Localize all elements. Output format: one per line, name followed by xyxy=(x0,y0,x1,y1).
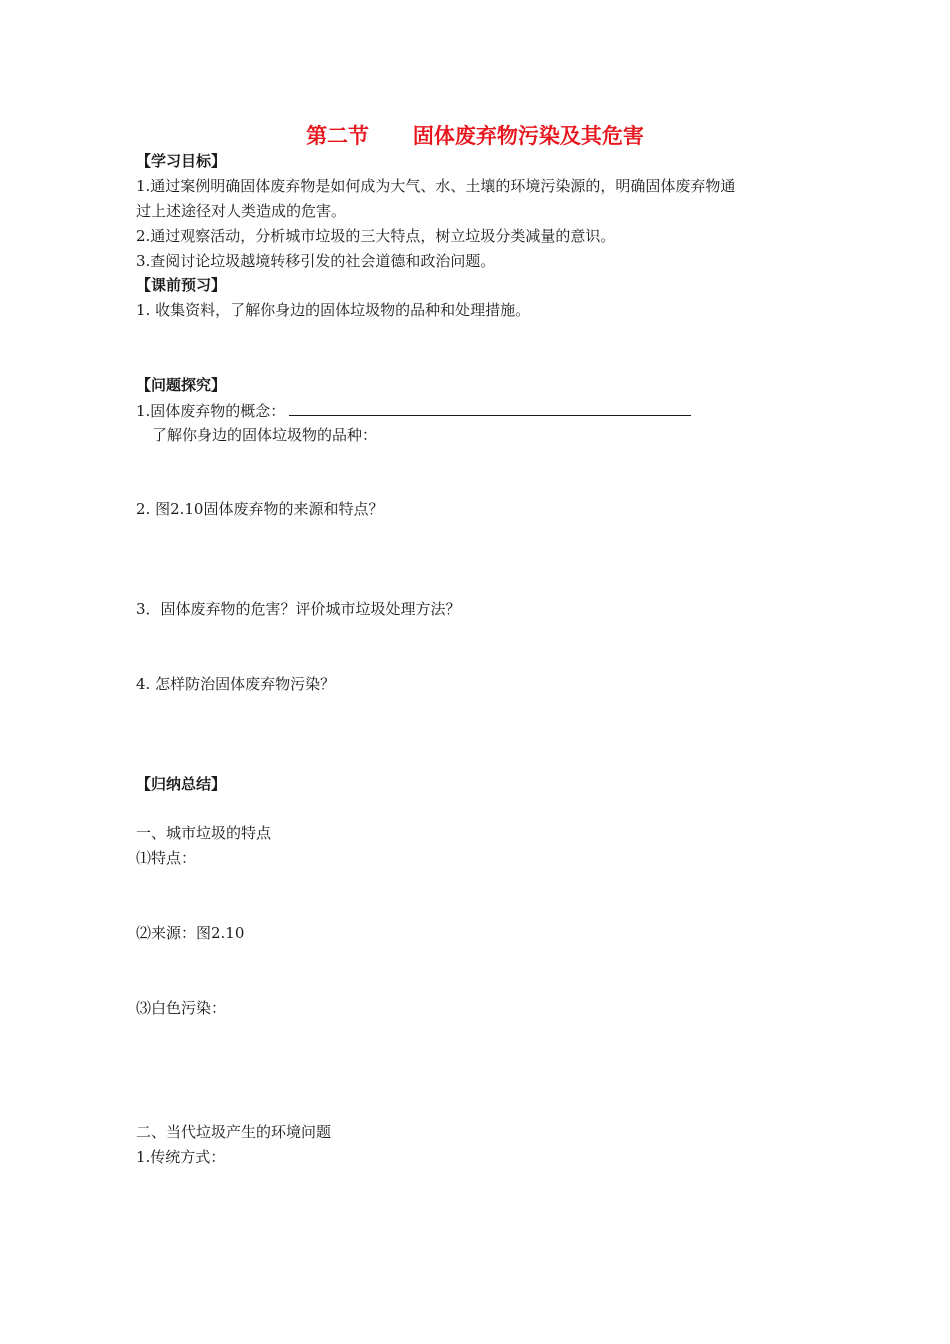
question-1-text: 1.固体废弃物的概念： xyxy=(136,402,286,420)
question-3: 3．固体废弃物的危害？评价城市垃圾处理方法？ xyxy=(136,600,461,618)
goal-item-1-line-1: 1.通过案例明确固体废弃物是如何成为大气、水、土壤的环境污染源的，明确固体废弃物通 xyxy=(136,177,736,195)
summary-part-1-item-1: ⑴特点： xyxy=(136,849,197,867)
preview-heading: 【课前预习】 xyxy=(136,276,227,294)
question-1-sub: 了解你身边的固体垃圾物的品种： xyxy=(152,426,378,444)
question-1 xyxy=(136,399,691,422)
question-4: 4. 怎样防治固体废弃物污染？ xyxy=(136,675,336,693)
summary-part-2-item-1: 1.传统方式： xyxy=(136,1148,226,1166)
preview-item-1: 1. 收集资料，了解你身边的固体垃圾物的品种和处理措施。 xyxy=(136,301,531,319)
learning-goals-heading: 【学习目标】 xyxy=(136,152,227,170)
summary-part-1: 一、城市垃圾的特点 xyxy=(136,824,272,842)
goal-item-1-line-2: 过上述途径对人类造成的危害。 xyxy=(136,202,347,220)
answer-blank-line[interactable] xyxy=(289,399,691,416)
page-title: 第二节 固体废弃物污染及其危害 xyxy=(306,124,644,148)
summary-part-2: 二、当代垃圾产生的环境问题 xyxy=(136,1123,332,1141)
question-2: 2. 图2.10固体废弃物的来源和特点？ xyxy=(136,500,384,518)
summary-heading: 【归纳总结】 xyxy=(136,775,227,793)
explore-heading: 【问题探究】 xyxy=(136,376,227,394)
goal-item-2: 2.通过观察活动，分析城市垃圾的三大特点，树立垃圾分类减量的意识。 xyxy=(136,227,616,245)
goal-item-3: 3.查阅讨论垃圾越境转移引发的社会道德和政治问题。 xyxy=(136,252,496,270)
summary-part-1-item-2: ⑵来源：图2.10 xyxy=(136,924,245,942)
summary-part-1-item-3: ⑶白色污染： xyxy=(136,999,227,1017)
